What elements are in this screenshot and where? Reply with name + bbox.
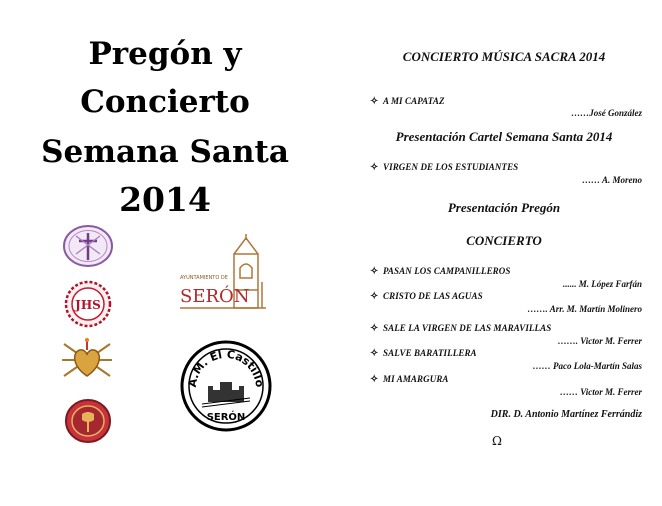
band-town-text: SERÓN bbox=[206, 412, 246, 423]
star-bullet-icon: ✧ bbox=[370, 96, 379, 107]
concierto-heading: CONCIERTO bbox=[466, 233, 542, 248]
item-title: VIRGEN DE LOS ESTUDIANTES bbox=[383, 162, 519, 172]
seron-town-hall-logo bbox=[176, 232, 268, 312]
program-item bbox=[370, 162, 518, 173]
program-item bbox=[370, 96, 445, 107]
band-name-arc: A.M. El Castillo bbox=[185, 347, 267, 389]
title-line-1: Pregón y bbox=[88, 36, 242, 72]
program-item bbox=[370, 348, 477, 359]
item-author: ……. Victor M. Ferrer bbox=[557, 336, 642, 346]
item-title: SALVE BARATILLERA bbox=[383, 348, 477, 358]
jhs-text: JHS bbox=[75, 298, 101, 312]
star-bullet-icon: ✧ bbox=[370, 348, 379, 359]
town-hall-small-text: AYUNTAMIENTO DE bbox=[180, 275, 228, 281]
brotherhood-cross-emblem bbox=[62, 224, 114, 268]
item-title: PASAN LOS CAMPANILLEROS bbox=[383, 266, 511, 276]
band-el-castillo-logo bbox=[180, 340, 272, 432]
item-title: CRISTO DE LAS AGUAS bbox=[383, 291, 483, 301]
item-author: …… Paco Lola-Martín Salas bbox=[532, 361, 642, 371]
item-author: …… Victor M. Ferrer bbox=[559, 387, 642, 397]
item-author: …… A. Moreno bbox=[582, 175, 642, 185]
title-line-3: Semana Santa bbox=[41, 134, 289, 170]
director-credit: DIR. D. Antonio Martínez Ferrándiz bbox=[490, 409, 642, 420]
program-item bbox=[370, 374, 449, 385]
item-author: ……José González bbox=[571, 108, 642, 118]
title-year: 2014 bbox=[119, 180, 211, 219]
star-bullet-icon: ✧ bbox=[370, 323, 379, 334]
red-seal-emblem bbox=[64, 398, 112, 444]
item-title: SALE LA VIRGEN DE LAS MARAVILLAS bbox=[383, 323, 552, 333]
item-title: MI AMARGURA bbox=[383, 374, 449, 384]
presentation-cartel: Presentación Cartel Semana Santa 2014 bbox=[395, 129, 613, 144]
presentation-pregon: Presentación Pregón bbox=[447, 200, 561, 215]
star-bullet-icon: ✧ bbox=[370, 291, 379, 302]
star-bullet-icon: ✧ bbox=[370, 266, 379, 277]
omega-symbol: Ω bbox=[492, 434, 502, 448]
program-item bbox=[370, 323, 551, 334]
jhs-emblem bbox=[64, 280, 112, 328]
program-item bbox=[370, 291, 483, 302]
item-author: ...... M. López Farfán bbox=[562, 279, 642, 289]
title-line-2: Concierto bbox=[80, 84, 250, 120]
star-bullet-icon: ✧ bbox=[370, 374, 379, 385]
sacred-heart-emblem bbox=[58, 336, 116, 382]
program-item bbox=[370, 266, 511, 277]
star-bullet-icon: ✧ bbox=[370, 162, 379, 173]
item-title: A MI CAPATAZ bbox=[383, 96, 445, 106]
town-name-text: SERÓN bbox=[180, 286, 250, 307]
item-author: ……. Arr. M. Martín Molinero bbox=[527, 304, 642, 314]
concert-title: CONCIERTO MÚSICA SACRA 2014 bbox=[402, 49, 606, 64]
